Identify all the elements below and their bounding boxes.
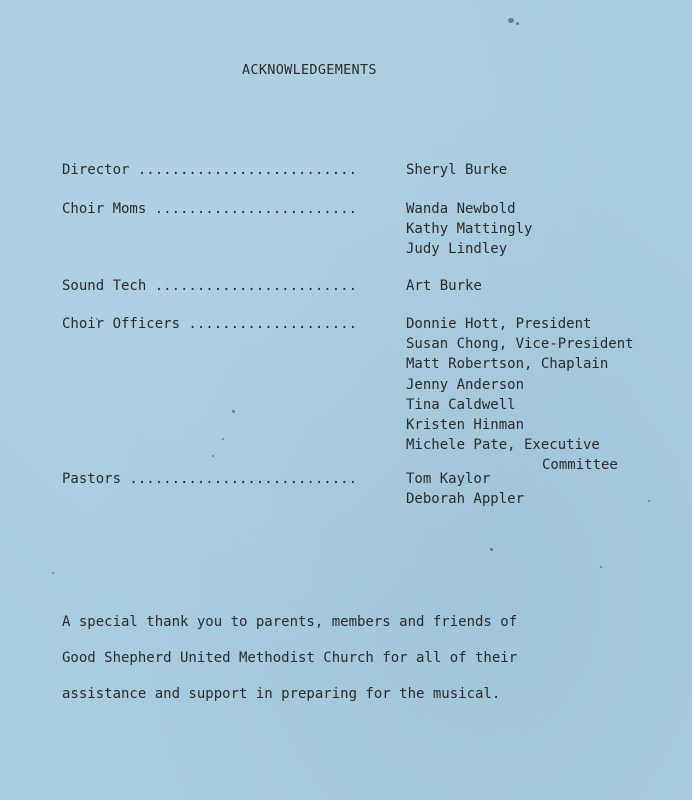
- credit-role: Sound Tech ........................: [62, 278, 358, 294]
- thank-you-paragraph: [62, 604, 662, 712]
- credit-name: Deborah Appler: [406, 491, 525, 508]
- print-speck: [52, 572, 54, 574]
- credit-row-sound-tech: [62, 276, 406, 296]
- thank-you-line: A special thank you to parents, members and friends of: [62, 614, 518, 630]
- credit-name: Tom Kaylor: [406, 471, 491, 487]
- credit-name: Michele Pate, Executive: [406, 437, 600, 454]
- print-speck: [232, 410, 235, 413]
- credit-name: Judy Lindley: [406, 241, 508, 258]
- credit-name: Wanda Newbold: [406, 201, 516, 217]
- credit-name: Sheryl Burke: [406, 162, 508, 178]
- credit-role: Choir Moms ........................: [62, 201, 358, 217]
- thank-you-line: assistance and support in preparing for the musical.: [62, 686, 501, 702]
- credit-name: Susan Chong, Vice-President: [406, 336, 634, 353]
- print-speck: [648, 500, 650, 502]
- print-speck: [490, 548, 493, 551]
- credit-name: Matt Robertson, Chaplain: [406, 356, 609, 373]
- credit-name: Art Burke: [406, 278, 482, 294]
- print-speck: [516, 22, 519, 25]
- print-speck: [508, 18, 514, 23]
- credit-name: Kathy Mattingly: [406, 221, 533, 238]
- credit-row-choir-moms: [62, 199, 406, 219]
- credit-names-director: [406, 160, 507, 180]
- thank-you-line: Good Shepherd United Methodist Church for all of their: [62, 650, 518, 666]
- credit-names-pastors: [406, 469, 524, 509]
- credit-name: Donnie Hott, President: [406, 316, 592, 332]
- credit-name: Committee: [542, 457, 618, 474]
- credit-name: Kristen Hinman: [406, 416, 525, 433]
- print-speck: [222, 438, 224, 440]
- credit-names-choir-moms: [406, 199, 532, 260]
- credit-names-choir-officers: [406, 314, 634, 476]
- credit-row-pastors: [62, 469, 406, 489]
- credit-row-choir-officers: [62, 314, 406, 334]
- credit-role: Director ..........................: [62, 162, 358, 178]
- credit-names-sound-tech: [406, 276, 482, 296]
- credit-name: Jenny Anderson: [406, 376, 525, 393]
- page-title: ACKNOWLEDGEMENTS: [242, 62, 377, 78]
- print-speck: [212, 455, 214, 457]
- credit-role: Choir Officers ....................: [62, 316, 358, 332]
- credit-role: Pastors ...........................: [62, 471, 358, 487]
- credit-row-director: [62, 160, 406, 180]
- credit-name: Tina Caldwell: [406, 396, 516, 413]
- print-speck: [600, 566, 602, 568]
